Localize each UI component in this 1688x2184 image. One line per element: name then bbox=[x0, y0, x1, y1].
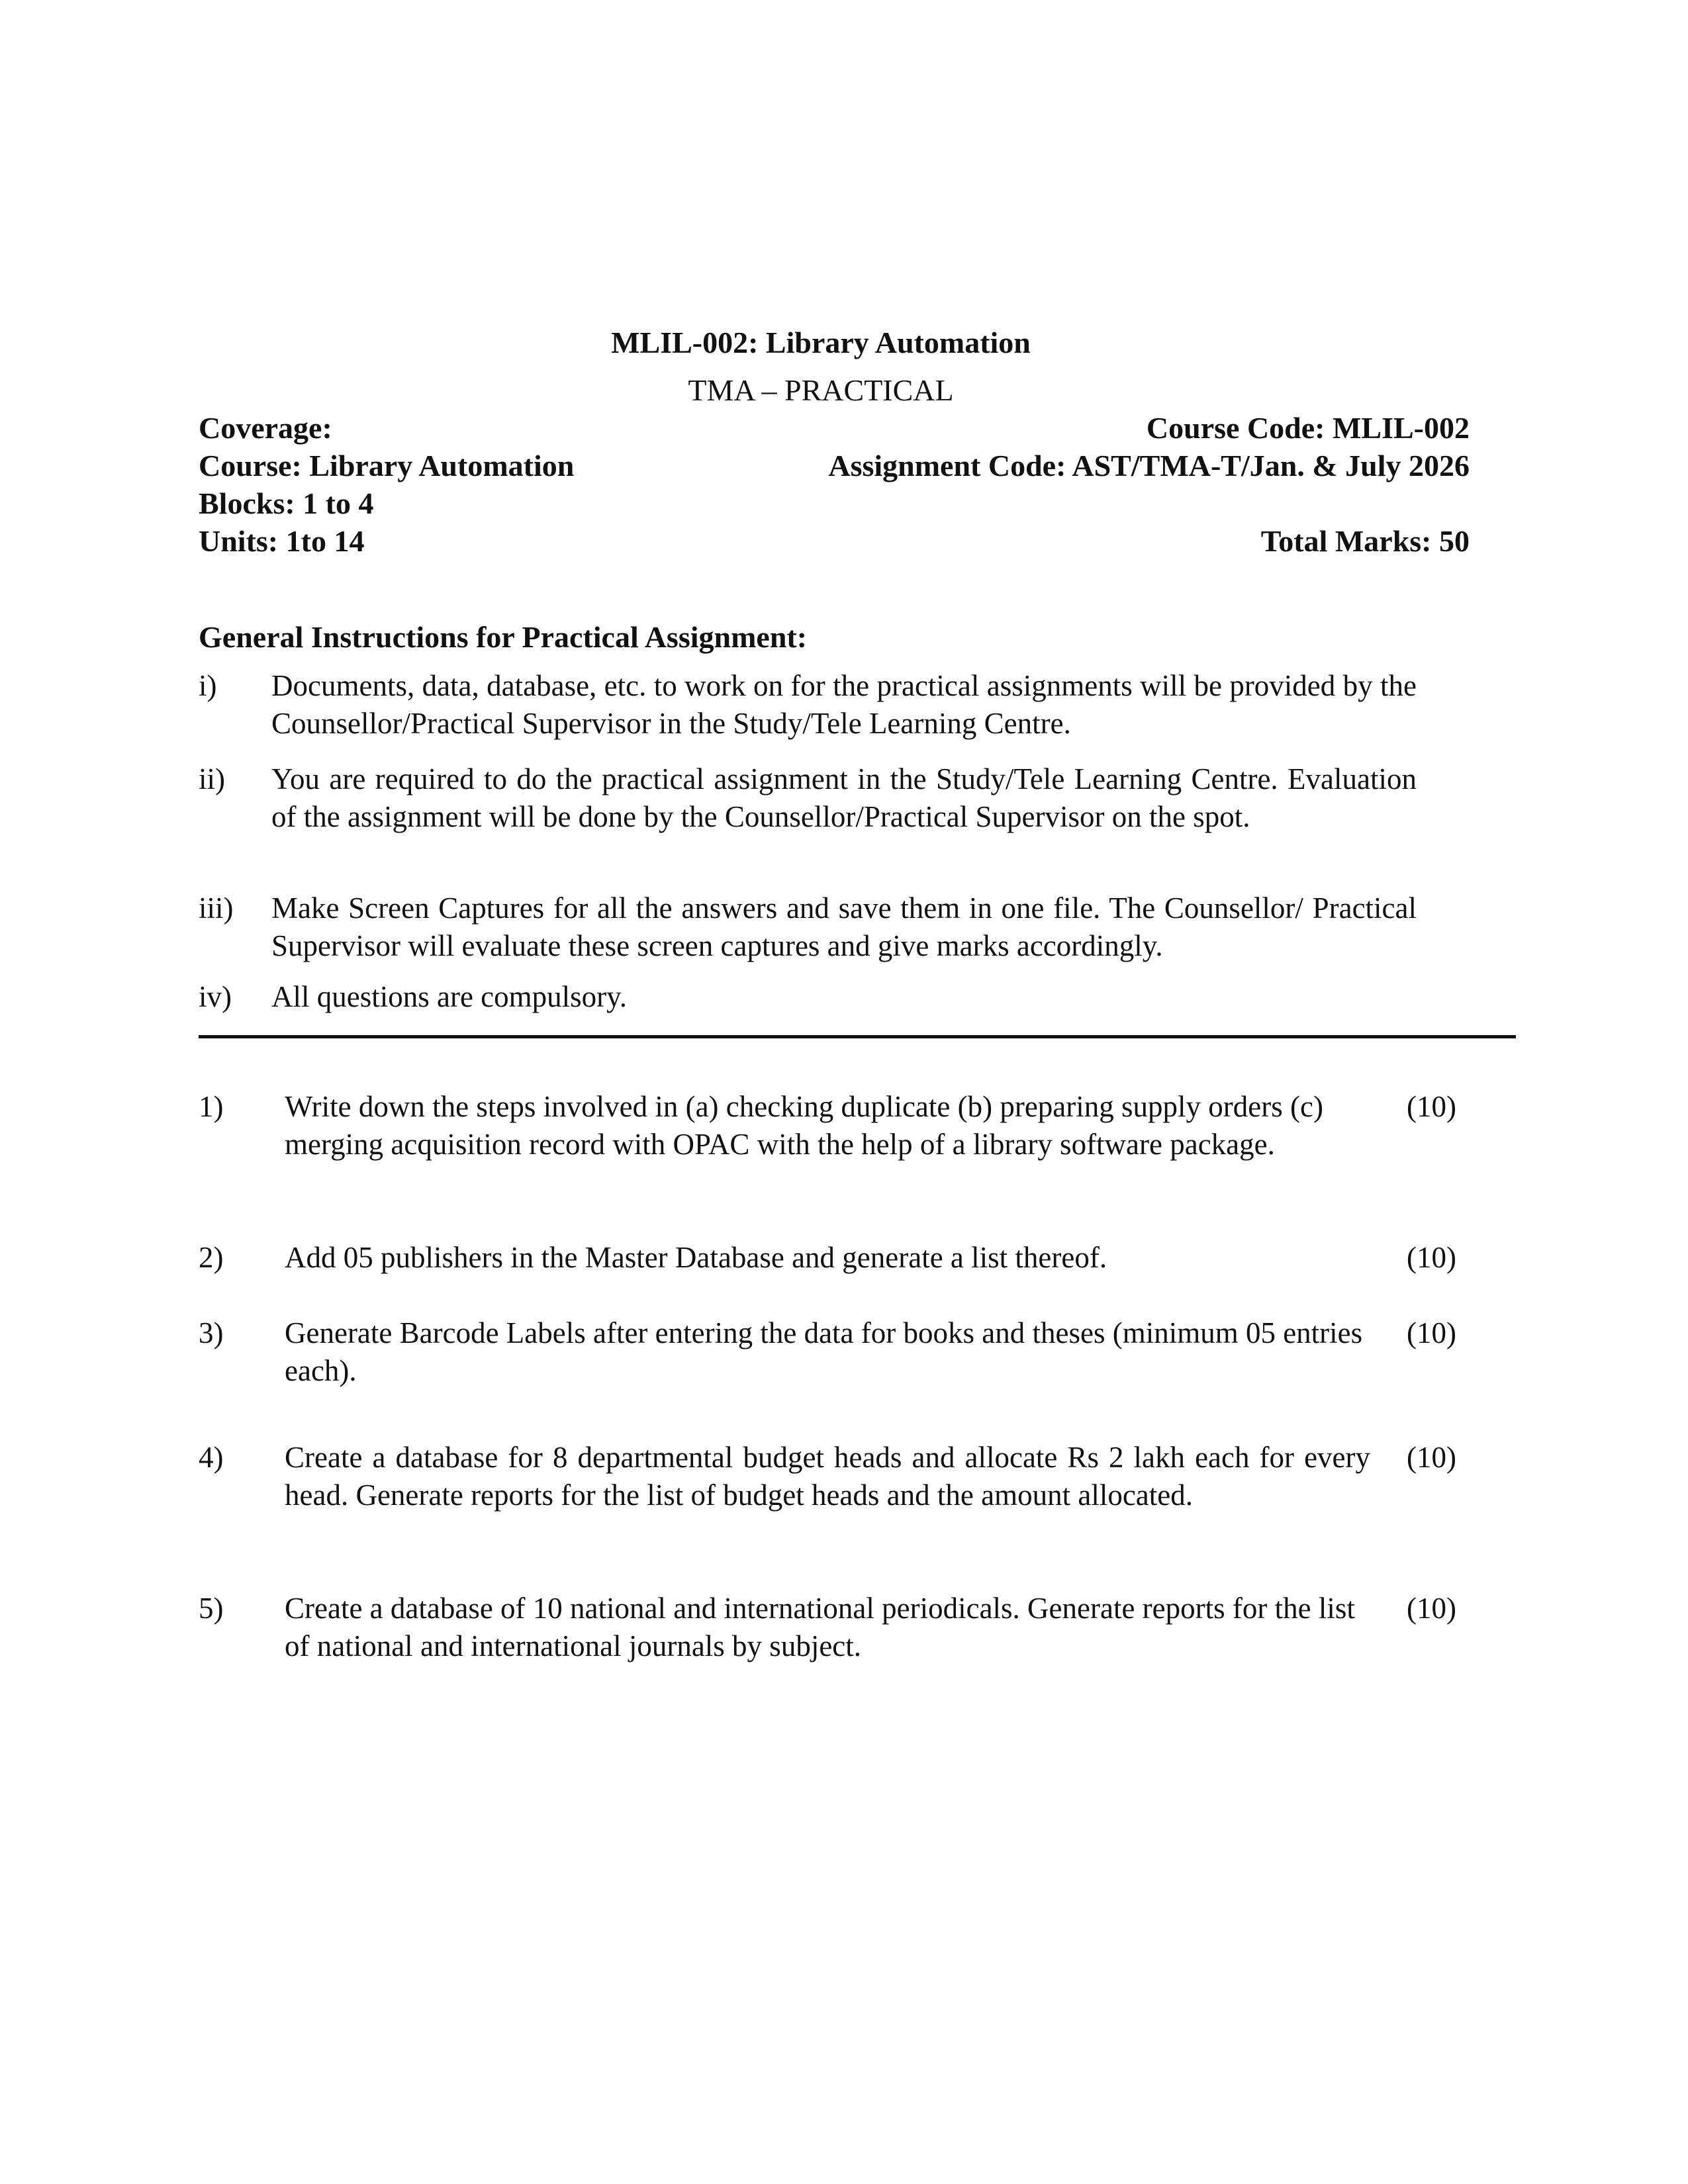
instruction-number: ii) bbox=[199, 762, 225, 796]
instruction-text: All questions are compulsory. bbox=[271, 980, 627, 1013]
question-number: 5) bbox=[199, 1592, 224, 1625]
question-text: Add 05 publishers in the Master Database and generate a list thereof. bbox=[285, 1241, 1107, 1274]
assignment-code: Assignment Code: AST/TMA-T/Jan. & July 2026 bbox=[828, 449, 1470, 482]
question-text: Create a database for 8 departmental budget heads and allocate Rs 2 lakh each for every head. Generate reports for the list of budget heads and the amount allocated. bbox=[285, 1441, 1370, 1512]
question-text: Generate Barcode Labels after entering the data for books and theses (minimum 05 entries each). bbox=[285, 1316, 1363, 1387]
section-divider bbox=[199, 1035, 1516, 1038]
document-subtitle: TMA – PRACTICAL bbox=[688, 373, 954, 407]
question-text: Create a database of 10 national and international periodicals. Generate reports for the list of national and international journals by subject. bbox=[285, 1592, 1355, 1662]
question-marks: (10) bbox=[1407, 1441, 1456, 1474]
instruction-number: iv) bbox=[199, 980, 232, 1013]
course-code: Course Code: MLIL-002 bbox=[1146, 411, 1470, 445]
course-name: Course: Library Automation bbox=[199, 449, 575, 482]
instructions-heading: General Instructions for Practical Assignment: bbox=[199, 620, 808, 654]
question-marks: (10) bbox=[1407, 1090, 1456, 1123]
question-marks: (10) bbox=[1407, 1316, 1456, 1349]
question-marks: (10) bbox=[1407, 1241, 1456, 1274]
question-text: Write down the steps involved in (a) checking duplicate (b) preparing supply orders (c) merging acquisition record with OPAC with the help of a library software package. bbox=[285, 1090, 1323, 1161]
question-marks: (10) bbox=[1407, 1592, 1456, 1625]
question-number: 1) bbox=[199, 1090, 224, 1123]
coverage-label: Coverage: bbox=[199, 411, 332, 445]
instruction-text: Documents, data, database, etc. to work on for the practical assignments will be provided by the Counsellor/Practical Supervisor in the Study/Tele Learning Centre. bbox=[271, 669, 1417, 740]
question-number: 2) bbox=[199, 1241, 224, 1274]
question-number: 4) bbox=[199, 1441, 224, 1474]
question-number: 3) bbox=[199, 1316, 224, 1349]
total-marks: Total Marks: 50 bbox=[1260, 524, 1470, 558]
instruction-number: iii) bbox=[199, 891, 234, 925]
document-title: MLIL-002: Library Automation bbox=[611, 326, 1031, 359]
instruction-text: You are required to do the practical assignment in the Study/Tele Learning Centre. Evaluation of the assignment will be done by the Counsellor/Practical Supervisor on the spot. bbox=[271, 762, 1417, 833]
blocks: Blocks: 1 to 4 bbox=[199, 486, 374, 520]
instruction-text: Make Screen Captures for all the answers and save them in one file. The Counsellor/ Practical Supervisor will evaluate these screen captures and give marks accordingly. bbox=[271, 891, 1417, 962]
instruction-number: i) bbox=[199, 669, 217, 702]
units: Units: 1to 14 bbox=[199, 524, 365, 558]
